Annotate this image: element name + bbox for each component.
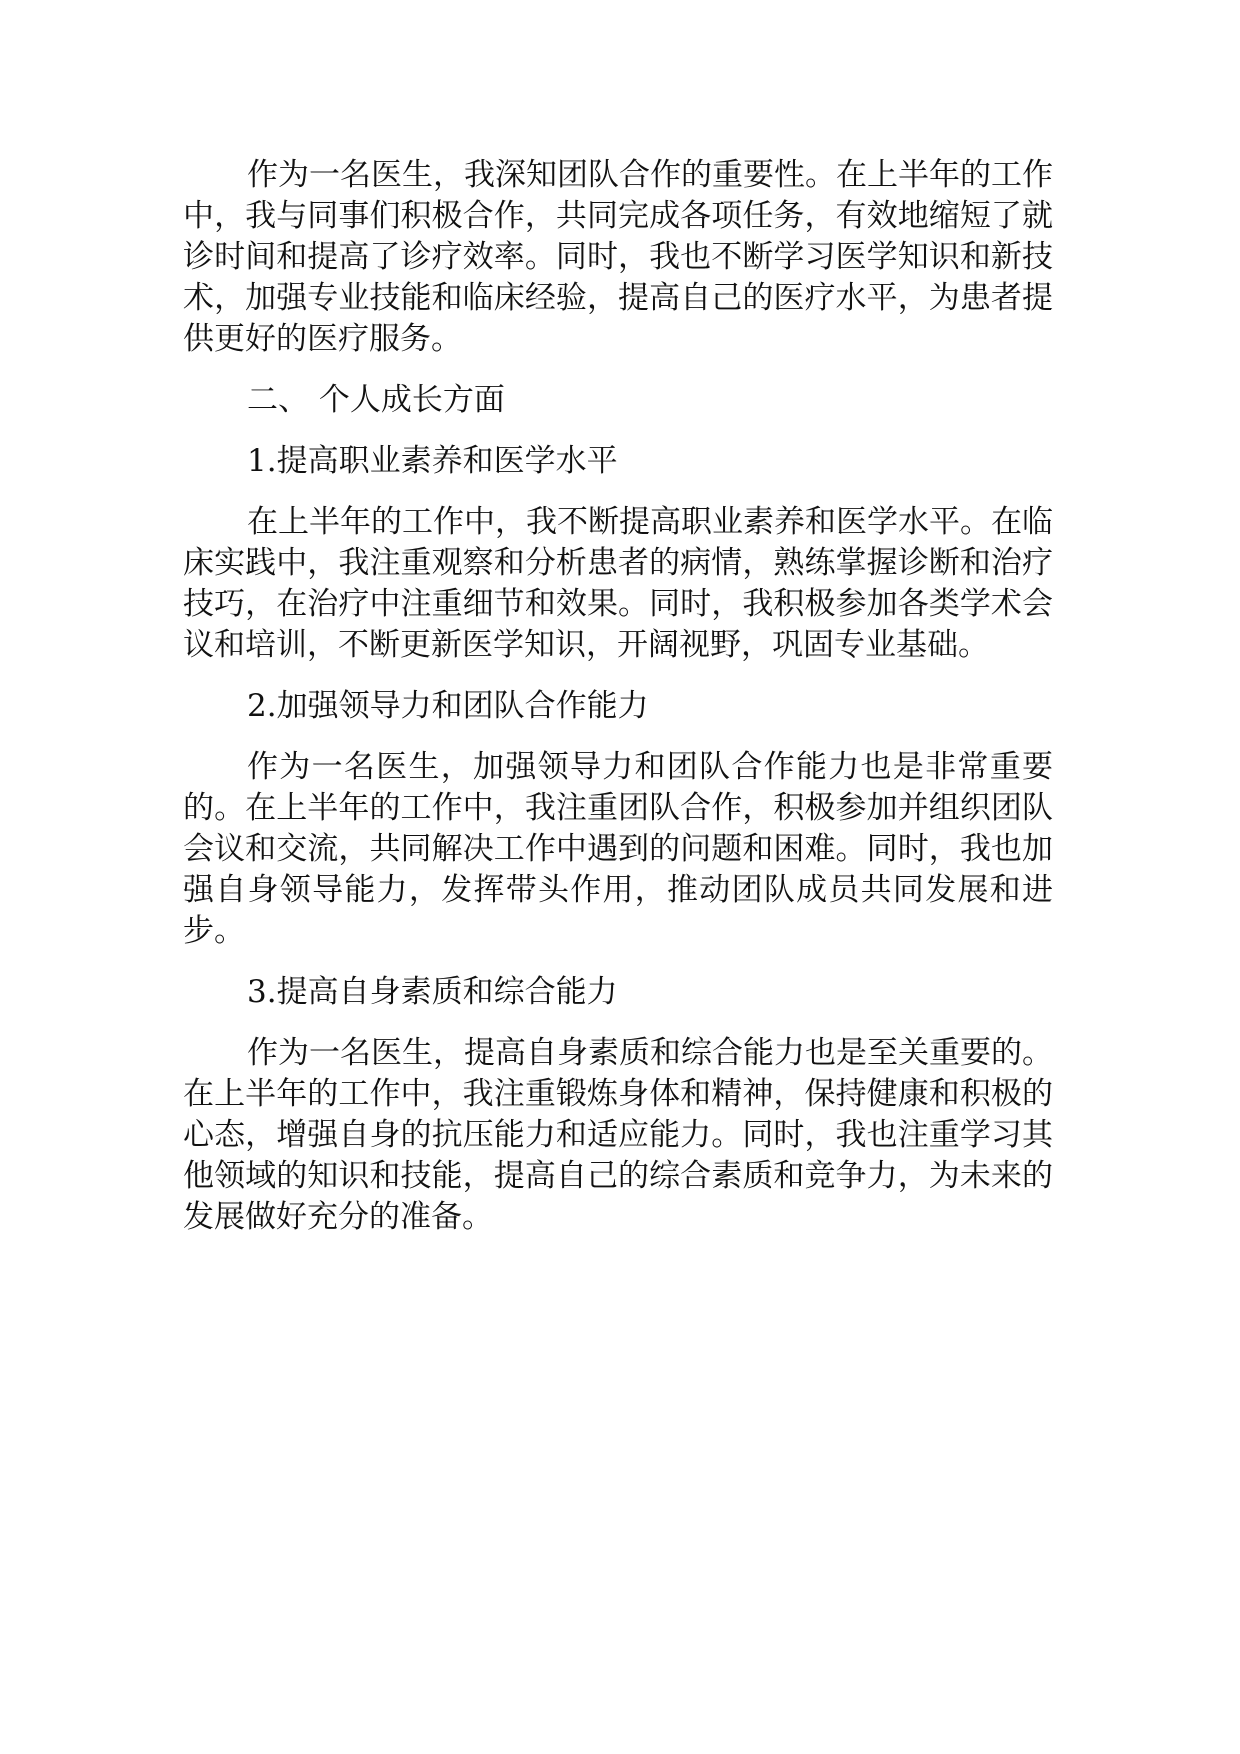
subheading-professional-quality: 1.提高职业素养和医学水平 <box>247 443 618 479</box>
subheading-comprehensive-ability: 3.提高自身素质和综合能力 <box>247 974 618 1010</box>
subheading-leadership: 2.加强领导力和团队合作能力 <box>247 688 649 724</box>
section-heading-personal-growth: 二、 个人成长方面 <box>247 382 505 418</box>
paragraph-comprehensive-ability: 作为一名医生，提高自身素质和综合能力也是至关重要的。在上半年的工作中，我注重锻炼身体和精神，保持健康和积极的心态，增强自身的抗压能力和适应能力。同时，我也注重学习其他领域的知识和技能，提高自己的综合素质和竞争力，为未来的发展做好充分的准备。 <box>183 1035 1053 1235</box>
paragraph-leadership: 作为一名医生，加强领导力和团队合作能力也是非常重要的。在上半年的工作中，我注重团队合作，积极参加并组织团队会议和交流，共同解决工作中遇到的问题和困难。同时，我也加强自身领导能力，发挥带头作用，推动团队成员共同发展和进步。 <box>183 749 1053 949</box>
paragraph-teamwork: 作为一名医生，我深知团队合作的重要性。在上半年的工作中，我与同事们积极合作，共同完成各项任务，有效地缩短了就诊时间和提高了诊疗效率。同时，我也不断学习医学知识和新技术，加强专业技能和临床经验，提高自己的医疗水平，为患者提供更好的医疗服务。 <box>183 157 1053 357</box>
paragraph-professional-quality: 在上半年的工作中，我不断提高职业素养和医学水平。在临床实践中，我注重观察和分析患者的病情，熟练掌握诊断和治疗技巧，在治疗中注重细节和效果。同时，我积极参加各类学术会议和培训，不断更新医学知识，开阔视野，巩固专业基础。 <box>183 504 1053 663</box>
document-body <box>183 155 1053 1238</box>
